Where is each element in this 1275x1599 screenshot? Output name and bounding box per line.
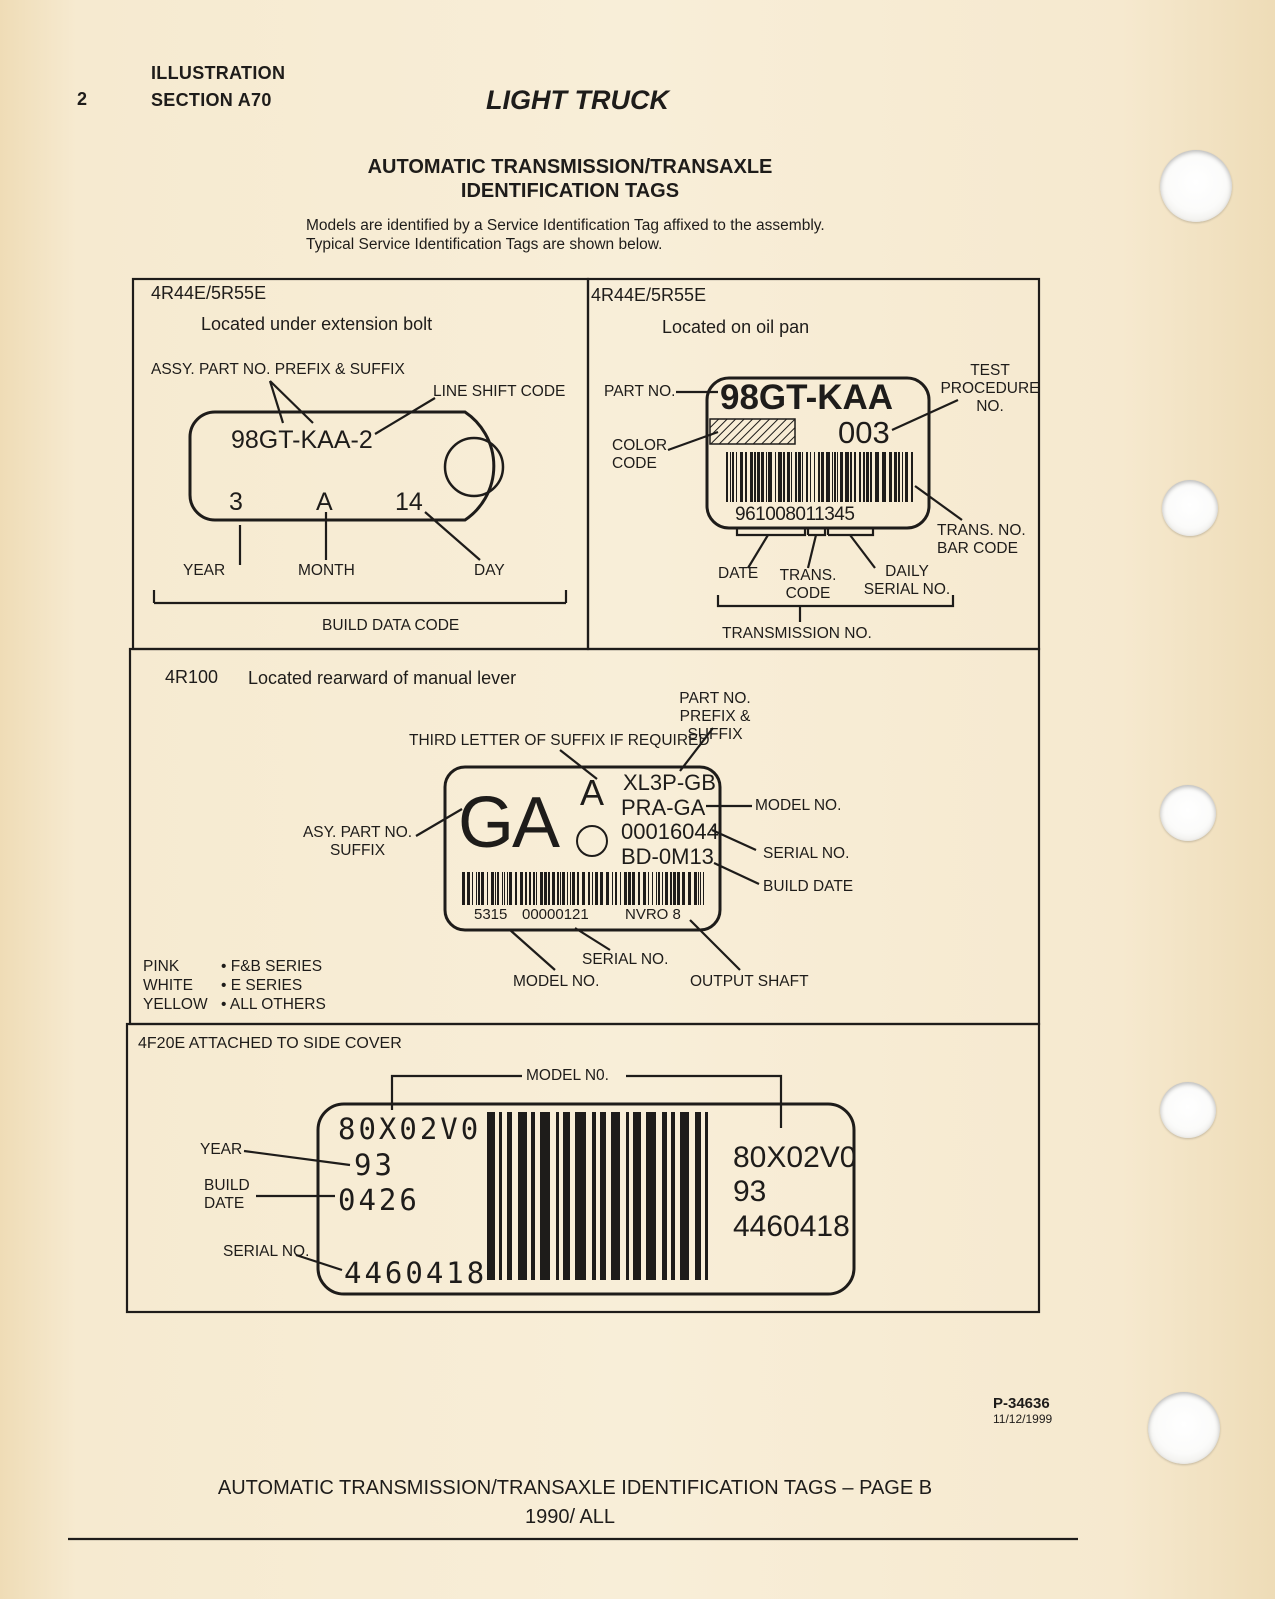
intro-line1: Models are identified by a Service Identification Tag affixed to the assembly. [306,217,825,234]
barcode-bar [902,452,903,502]
barcode-bar [562,872,565,905]
barcode-bar [540,872,543,905]
barcode-bar [863,452,865,502]
barcode-bar [595,872,598,905]
barcode-bar [761,452,764,502]
barcode-bar [688,872,691,905]
barcode-bar [854,452,856,502]
legend-row [143,957,326,976]
barcode-bar [705,1112,708,1280]
barcode-bar [556,1112,559,1280]
panel1-prefix-label: ASSY. PART NO. PREFIX & SUFFIX [151,361,405,378]
panel3-location: Located rearward of manual lever [248,668,517,688]
barcode-bar [504,872,505,905]
section-title-line2: IDENTIFICATION TAGS [460,180,680,202]
barcode-bar [682,872,685,905]
page-number: 2 [77,89,88,109]
panel3-build-date-label: BUILD DATE [763,878,854,895]
panel3-asy-suffix-label: ASY. PART NO. SUFFIX [302,824,413,859]
barcode-bar [499,1112,502,1280]
panel3-legend [143,957,326,1014]
legend-row [143,976,326,995]
panel3-tag-big: GA [458,783,559,863]
barcode-bar [870,452,872,502]
barcode-bar [592,872,593,905]
barcode-bar [606,872,609,905]
barcode-bar [745,452,747,502]
barcode-bar [802,452,803,502]
panel2-tag-number: 961008011345 [735,504,855,525]
barcode-bar [837,452,838,502]
panel3-tag-line4: BD-0M13 [621,844,714,869]
barcode-bar [497,872,499,905]
barcode-bar [840,452,843,502]
barcode-bar [491,872,494,905]
panel2-color-code [710,419,795,444]
barcode-bar [834,452,836,502]
panel1-tag-month: A [316,488,333,516]
barcode-bar [677,872,680,905]
barcode-bar [646,1112,656,1280]
panel2-date-label: DATE [718,565,759,582]
barcode-bar [560,872,561,905]
legend-series: • ALL OTHERS [221,996,326,1013]
barcode-bar [740,452,743,502]
barcode-bar [529,872,531,905]
panel1-month-label: MONTH [298,562,355,579]
panel4-barcode [487,1112,708,1280]
barcode-bar [612,872,613,905]
panel4-tag-serial: 4460418 [344,1256,488,1290]
barcode-bar [577,872,579,905]
barcode-bar [866,452,869,502]
panel3-model-no-label: MODEL NO. [755,797,842,814]
barcode-bar [648,872,649,905]
legend-series: • E SERIES [221,977,303,994]
barcode-bar [911,452,913,502]
barcode-bar [670,872,672,905]
panel3-output-shaft-label: OUTPUT SHAFT [690,973,809,990]
panel3-tag-bottom-serial: 00000121 [522,906,589,923]
panel2-trans-code-label: TRANS. CODE [779,567,837,602]
barcode-bar [548,872,550,905]
barcode-bar [814,452,815,502]
barcode-bar [611,1112,620,1280]
panel4-tag-year: 93 [354,1148,395,1182]
legend-series: • F&B SERIES [221,958,323,975]
panel3-arrow [510,930,555,970]
header-illustration: ILLUSTRATION [151,63,286,83]
legend-color: PINK [143,958,180,975]
panel3-arrow [690,920,740,970]
panel1-tag-year: 3 [229,488,243,516]
footer-subtitle: 1990/ ALL [524,1506,616,1528]
panel2-barcode-label: TRANS. NO. BAR CODE [937,522,1026,557]
barcode-bar [783,452,785,502]
barcode-bar [726,452,728,502]
barcode-bar [658,872,660,905]
barcode-bar [476,872,477,905]
panel1-tag-part: 98GT-KAA-2 [231,426,373,454]
panel2-arrow [748,535,768,568]
panel4-right-model: 80X02V0 [733,1141,857,1174]
barcode-bar [694,872,697,905]
panel3-tag-hole [577,826,607,856]
barcode-bar [695,1112,701,1280]
barcode-bar [673,872,676,905]
panel3-tag-line3: 00016044 [621,819,719,844]
barcode-bar [732,452,734,502]
figure-date: 11/12/1999 [993,1412,1053,1426]
barcode-bar [768,452,772,502]
barcode-bar [662,1112,667,1280]
barcode-bar [754,452,756,502]
barcode-bar [894,452,897,502]
barcode-bar [600,1112,606,1280]
barcode-bar [515,872,517,905]
barcode-bar [850,452,852,502]
barcode-bar [628,872,631,905]
panel3-serial-no-label: SERIAL NO. [763,845,850,862]
panel1-day-label: DAY [474,562,505,579]
barcode-bar [698,872,699,905]
barcode-bar [882,452,886,502]
barcode-bar [859,452,861,502]
barcode-bar [507,1112,512,1280]
barcode-bar [588,872,590,905]
barcode-bar [615,872,617,905]
barcode-bar [652,872,653,905]
barcode-bar [600,872,603,905]
barcode-bar [665,872,668,905]
panel2-test-label: TEST PROCEDURE NO. [940,362,1040,415]
panel2-arrow [915,486,962,520]
panel4-build-date-label: BUILD DATE [204,1177,250,1212]
barcode-bar [467,872,470,905]
panel3-bottom-serial-label: SERIAL NO. [582,951,669,968]
barcode-bar [638,872,640,905]
barcode-bar [643,872,646,905]
header-section: SECTION A70 [151,90,272,110]
panel1-build-label: BUILD DATA CODE [322,617,460,634]
panel4-arrow [244,1151,350,1165]
barcode-bar [680,1112,689,1280]
panel2-barcode [726,452,913,502]
panel4-right-serial: 4460418 [733,1210,850,1243]
panel1-location: Located under extension bolt [201,314,433,334]
barcode-bar [563,1112,570,1280]
barcode-bar [775,452,776,502]
barcode-bar [832,452,833,502]
barcode-bar [736,452,737,502]
panel1-line-shift-label: LINE SHIFT CODE [433,383,566,400]
panel3-tag-line1: XL3P-GB [623,770,716,795]
page-title: LIGHT TRUCK [486,85,669,115]
barcode-bar [671,1112,675,1280]
panel2-tag-test: 003 [838,415,890,450]
barcode-bar [750,452,753,502]
barcode-bar [898,452,900,502]
barcode-bar [567,872,568,905]
section-title-line1: AUTOMATIC TRANSMISSION/TRANSAXLE [367,156,773,178]
barcode-bar [592,1112,596,1280]
barcode-bar [462,872,465,905]
barcode-bar [787,452,790,502]
barcode-bar [481,872,484,905]
panel2-arrow [808,535,816,568]
panel4-year-label: YEAR [200,1141,243,1158]
barcode-bar [703,872,704,905]
barcode-bar [626,1112,629,1280]
barcode-bar [502,872,503,905]
barcode-bar [509,872,512,905]
barcode-bar [795,452,797,502]
footer-title: AUTOMATIC TRANSMISSION/TRANSAXLE IDENTIFICATION TAGS – PAGE B [217,1477,933,1499]
panel4-serial-no-label: SERIAL NO. [223,1243,310,1260]
barcode-bar [540,1112,550,1280]
barcode-bar [889,452,892,502]
barcode-bar [633,1112,641,1280]
barcode-bar [536,872,537,905]
barcode-bar [495,872,496,905]
barcode-bar [700,872,701,905]
panel2-model: 4R44E/5R55E [591,285,707,305]
panel4-right-year: 93 [733,1175,767,1208]
panel3-third-letter-label: THIRD LETTER OF SUFFIX IF REQUIRED [409,732,710,749]
barcode-bar [905,452,908,502]
barcode-bar [533,872,535,905]
panel2-color-label: COLOR CODE [612,437,668,472]
barcode-bar [487,872,488,905]
legend-row [143,995,326,1014]
barcode-bar [806,452,808,502]
barcode-bar [730,452,731,502]
intro-line2: Typical Service Identification Tags are shown below. [306,236,663,253]
legend-color: YELLOW [143,996,208,1013]
panel3-barcode [462,872,704,905]
panel2-location: Located on oil pan [662,317,810,337]
barcode-bar [552,872,555,905]
barcode-bar [472,872,473,905]
barcode-bar [572,872,575,905]
panel3-tag-letter: A [580,772,605,813]
barcode-bar [810,452,811,502]
panel1-arrow [375,398,435,434]
barcode-bar [757,452,760,502]
panel3-bottom-model-label: MODEL NO. [513,973,600,990]
barcode-bar [525,872,527,905]
panel3-model: 4R100 [165,667,219,687]
barcode-bar [624,872,627,905]
panel1-model: 4R44E/5R55E [151,283,267,303]
barcode-bar [575,1112,586,1280]
barcode-bar [632,872,635,905]
panel2-trans-no-label: TRANSMISSION NO. [722,625,872,642]
barcode-bar [507,872,508,905]
panel1-tag-day: 14 [395,488,423,516]
panel2-tag-part: 98GT-KAA [720,378,894,417]
barcode-bar [570,872,571,905]
barcode-bar [656,872,657,905]
barcode-bar [518,1112,527,1280]
barcode-bar [620,872,621,905]
panel1-year-label: YEAR [183,562,226,579]
barcode-bar [845,452,849,502]
panel3-tag-bottom-shaft: NVRO 8 [625,906,681,923]
panel4-tag-model: 80X02V0 [338,1112,482,1146]
barcode-bar [582,872,585,905]
barcode-bar [662,872,663,905]
barcode-bar [766,452,767,502]
panel3-arrow [416,809,462,836]
barcode-bar [544,872,547,905]
barcode-bar [875,452,879,502]
panel3-tag-bottom-model: 5315 [474,906,508,923]
barcode-bar [531,1112,535,1280]
barcode-bar [818,452,820,502]
barcode-bar [478,872,480,905]
barcode-bar [520,872,523,905]
panel4-title: 4F20E ATTACHED TO SIDE COVER [138,1035,402,1052]
panel2-daily-label: DAILY SERIAL NO. [863,563,951,598]
barcode-bar [826,452,830,502]
panel2-part-no-label: PART NO. [604,383,676,400]
barcode-bar [798,452,801,502]
barcode-bar [487,1112,495,1280]
legend-color: WHITE [143,977,193,994]
panel3-tag-line2: PRA-GA [621,795,706,820]
barcode-bar [557,872,559,905]
panel4-tag-build: 0426 [338,1183,420,1217]
barcode-bar [821,452,824,502]
panel4-model-no-label: MODEL N0. [526,1067,609,1084]
figure-number: P-34636 [993,1395,1050,1412]
panel3-prefix-label: PART NO. PREFIX & SUFFIX [679,690,751,743]
barcode-bar [791,452,792,502]
barcode-bar [778,452,782,502]
